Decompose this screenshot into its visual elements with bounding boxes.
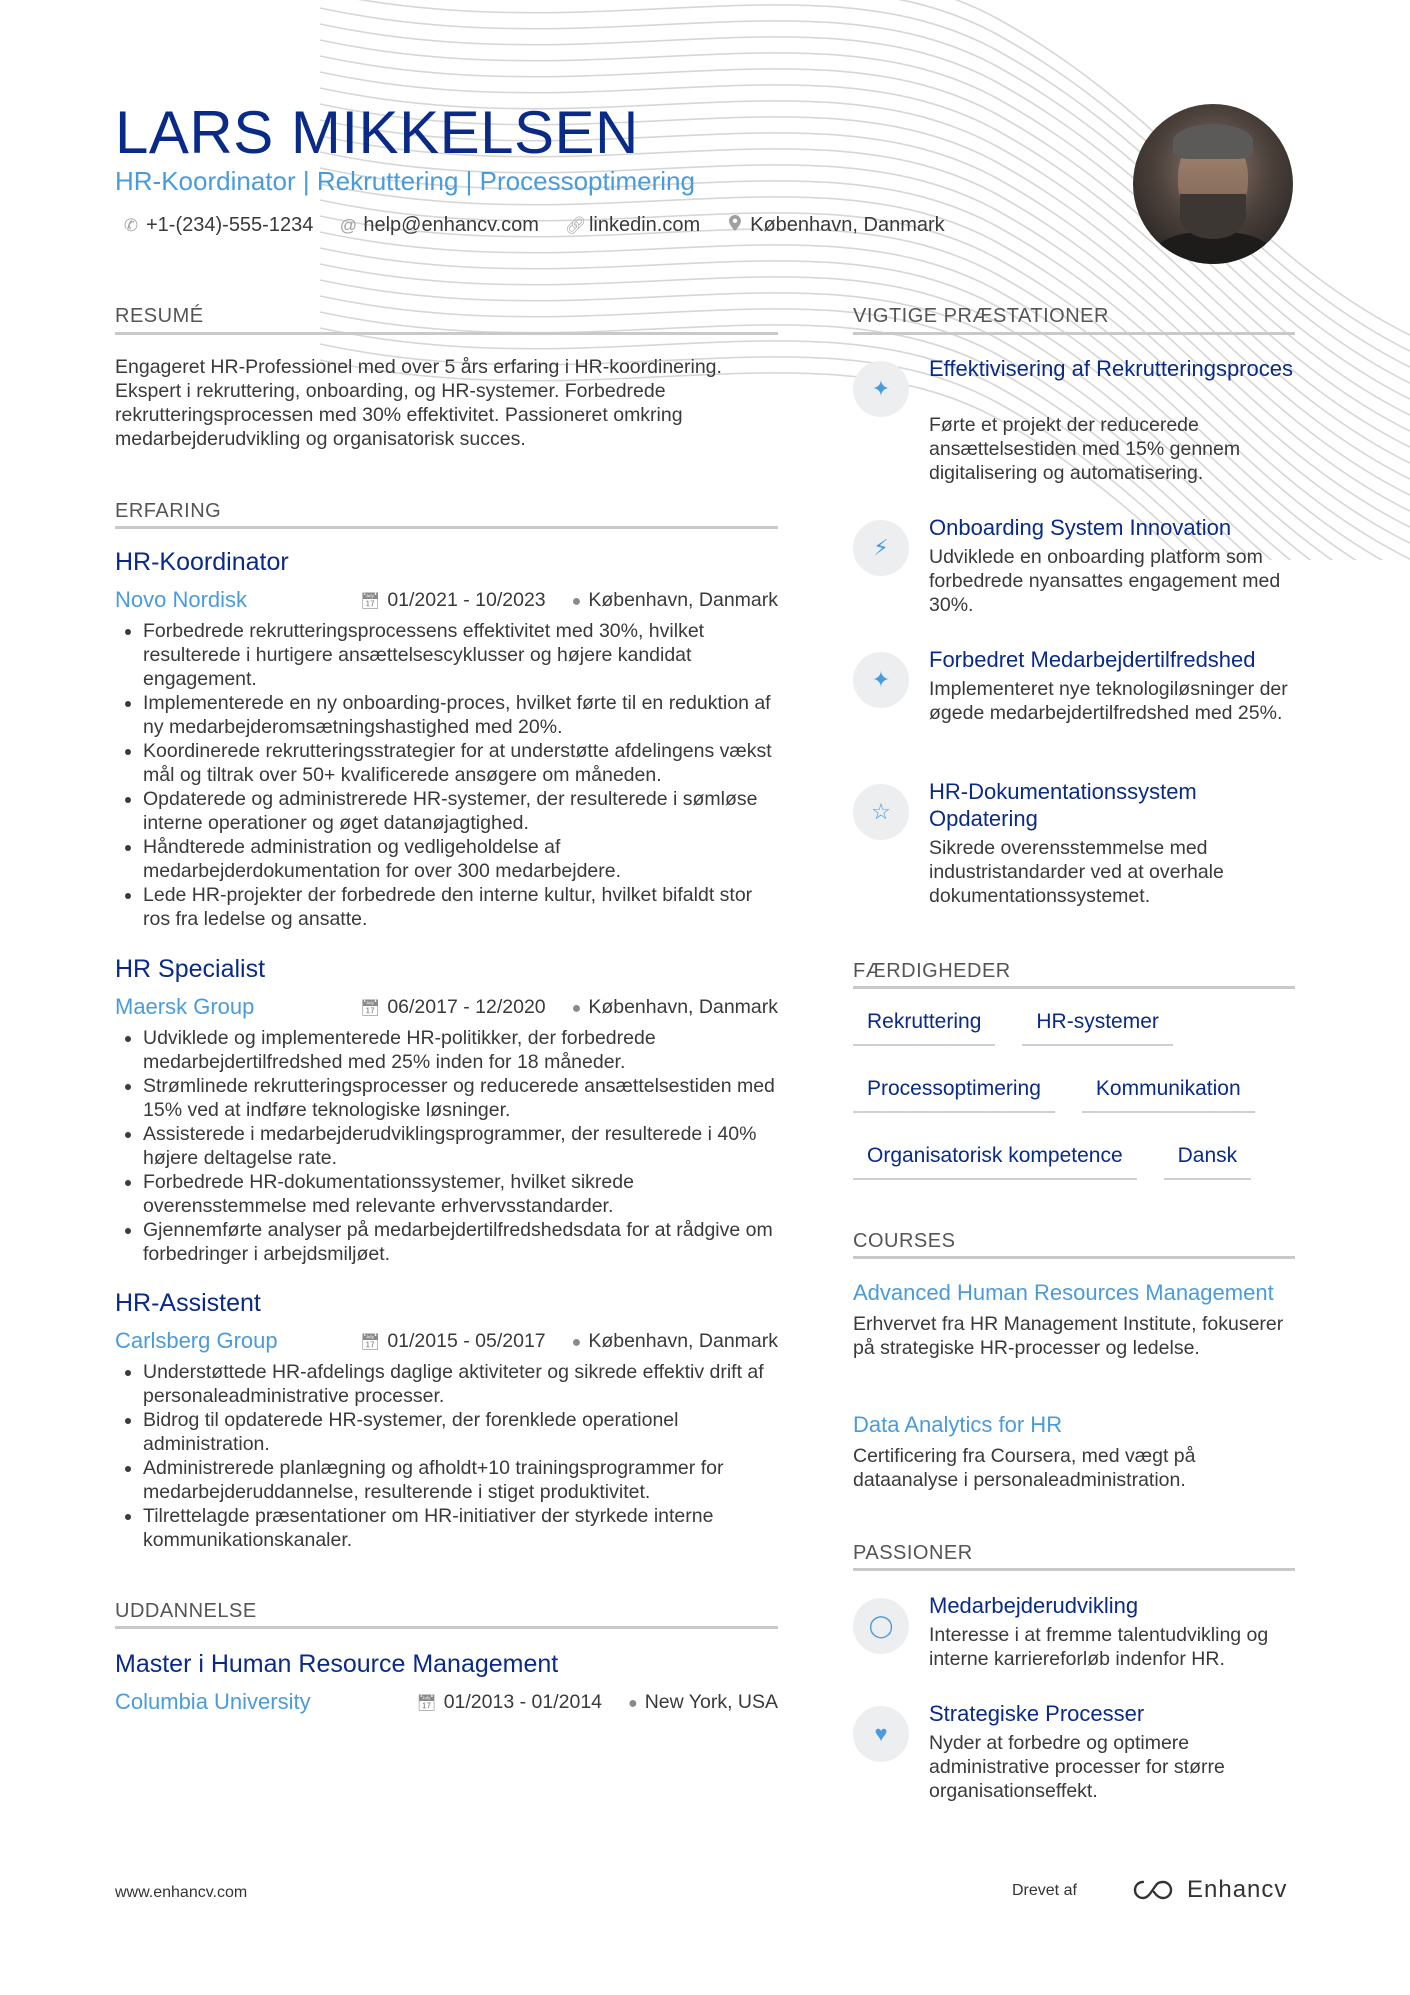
lightning-icon: ⚡︎	[853, 520, 909, 576]
job-title: HR-Assistent	[115, 1289, 261, 1317]
bullet: • Tilrettelagde præsentationer om HR-initiativer der styrkede interne kommunikationskanaler.	[143, 1504, 778, 1552]
bullet: • Implementerede en ny onboarding-proces, hvilket førte til en reduktion af ny medarbejderomsætningshastighed med 20%.	[143, 691, 778, 739]
location-text: København, Danmark	[750, 214, 945, 236]
bullet: • Opdaterede og administrerede HR-systemer, der resulterede i sømløse interne operationer og øget datanøjagtighed.	[143, 787, 778, 835]
footer-powered-by: Drevet af	[1012, 1882, 1077, 1899]
skill-tag: Organisatorisk kompetence	[853, 1140, 1137, 1180]
job-entry	[115, 955, 778, 1266]
degree-title: Master i Human Resource Management	[115, 1650, 559, 1678]
course-title[interactable]: Advanced Human Resources Management	[853, 1280, 1274, 1305]
linkedin-text: linkedin.com	[588, 214, 701, 236]
bullet: • Håndterede administration og vedligeholdelse af medarbejderdokumentation for over 300 medarbejdere.	[143, 835, 778, 883]
phone-text: +1-(234)-555-1234	[146, 214, 314, 236]
skill-tag: Kommunikation	[1082, 1073, 1255, 1113]
achievement-title: Effektivisering af Rekrutteringsproces	[929, 356, 1293, 381]
location-pin-icon	[726, 215, 744, 236]
bullet: • Assisterede i medarbejderudviklingsprogrammer, der resulterede i 40% højere deltagelse rate.	[143, 1122, 778, 1170]
contact-email[interactable]	[339, 214, 539, 237]
job-title: HR Specialist	[115, 955, 266, 983]
bullet: • Administrerede planlægning og afholdt+10 trainingsprogrammer for medarbejderuddannelse, resulterende i stiget produktivitet.	[143, 1456, 778, 1504]
magic-wand-icon: ✦	[853, 652, 909, 708]
job-dates: 01/2015 - 05/2017	[387, 1329, 546, 1352]
calendar-icon: 📅︎	[416, 1694, 437, 1712]
contact-linkedin[interactable]	[565, 214, 700, 237]
calendar-icon: 📅︎	[360, 592, 381, 610]
job-bullets	[115, 619, 778, 931]
location-pin-icon: ●	[571, 999, 582, 1017]
job-dates: 06/2017 - 12/2020	[387, 995, 546, 1018]
brand-name: Enhancv	[1187, 1876, 1288, 1903]
divider	[115, 526, 778, 529]
heart-icon: ♥	[853, 1706, 909, 1762]
bullet: • Understøttede HR-afdelings daglige aktiviteter og sikrede effektiv drift af personaleadministrative processer.	[143, 1360, 778, 1408]
company-name: Maersk Group	[115, 994, 255, 1019]
link-icon: 🔗︎	[564, 215, 587, 235]
skills-section-title: FÆRDIGHEDER	[853, 960, 1011, 982]
job-dates: 01/2021 - 10/2023	[387, 588, 546, 611]
location-pin-icon: ●	[628, 1694, 638, 1712]
star-icon: ☆	[853, 784, 909, 840]
skill-tag: Dansk	[1164, 1140, 1252, 1180]
achievement-desc: Sikrede overensstemmelse med industristandarder ved at overhale dokumentationssystemet.	[929, 837, 1224, 907]
divider	[853, 332, 1295, 335]
bullet: • Forbedrede rekrutteringsprocessens effektivitet med 30%, hvilket resulterede i hurtigere ansættelsescyklusser og højere kandidat engagement.	[143, 619, 778, 691]
divider	[115, 1626, 778, 1629]
summary-section-title: RESUMÉ	[115, 305, 204, 327]
job-location: København, Danmark	[588, 1329, 778, 1352]
contact-location	[726, 214, 945, 237]
footer-website[interactable]: www.enhancv.com	[115, 1884, 248, 1901]
school-name: Columbia University	[115, 1689, 311, 1714]
passions-section-title: PASSIONER	[853, 1542, 973, 1564]
bullet: • Gjennemførte analyser på medarbejdertilfredshedsdata for at rådgive om forbedringer i arbejdsmiljøet.	[143, 1218, 778, 1266]
achievement-desc: Implementeret nye teknologiløsninger der øgede medarbejdertilfredshed med 25%.	[929, 678, 1288, 724]
course-desc: Certificering fra Coursera, med vægt på dataanalyse i personaleadministration.	[853, 1445, 1196, 1491]
education-dates: 01/2013 - 01/2014	[443, 1690, 603, 1713]
achievement-title: HR-Dokumentationssystem Opdatering	[929, 779, 1197, 831]
achievement-desc: Udviklede en onboarding platform som forbedrede nyansattes engagement med 30%.	[929, 546, 1281, 616]
job-location: København, Danmark	[588, 588, 778, 611]
experience-section-title: ERFARING	[115, 500, 222, 522]
bullet: • Lede HR-projekter der forbedrede den interne kultur, hvilket bifaldt stor ros fra ledelse og ansatte.	[143, 883, 778, 931]
passion-title: Medarbejderudvikling	[929, 1593, 1139, 1618]
profile-photo	[1133, 104, 1293, 264]
infinity-icon	[1131, 1878, 1177, 1902]
contact-bar	[122, 214, 945, 237]
company-name: Carlsberg Group	[115, 1328, 278, 1353]
email-text: help@enhancv.com	[363, 214, 539, 236]
magic-wand-icon: ✦	[853, 361, 909, 417]
courses-section-title: COURSES	[853, 1230, 956, 1252]
achievement-desc: Førte et projekt der reducerede ansættelsestiden med 15% gennem digitalisering og automatisering.	[929, 414, 1241, 484]
divider	[853, 1568, 1295, 1571]
candidate-headline: HR-Koordinator | Rekruttering | Processoptimering	[115, 166, 695, 196]
passion-desc: Interesse i at fremme talentudvikling og interne karriereforløb indenfor HR.	[929, 1624, 1269, 1670]
passion-desc: Nyder at forbedre og optimere administrative processer for større organisationseffekt.	[929, 1732, 1225, 1802]
skill-tag: Processoptimering	[853, 1073, 1055, 1113]
achievement-title: Forbedret Medarbejdertilfredshed	[929, 647, 1256, 672]
course-title[interactable]: Data Analytics for HR	[853, 1412, 1063, 1437]
location-pin-icon: ●	[571, 592, 582, 610]
bullet: • Bidrog til opdaterede HR-systemer, der forenklede operationel administration.	[143, 1408, 778, 1456]
passion-title: Strategiske Processer	[929, 1701, 1145, 1726]
contact-phone[interactable]	[122, 214, 313, 237]
skills-list	[853, 1006, 1295, 1207]
divider	[115, 332, 778, 335]
job-location: København, Danmark	[588, 995, 778, 1018]
bullet: • Koordinerede rekrutteringsstrategier for at understøtte afdelingens vækst mål og tiltrak over 50+ kvalificerede ansøgere om måneden.	[143, 739, 778, 787]
education-section-title: UDDANNELSE	[115, 1600, 257, 1622]
calendar-icon: 📅︎	[360, 1333, 381, 1351]
education-entry	[115, 1650, 778, 1715]
skill-tag: Rekruttering	[853, 1006, 995, 1046]
course-item	[853, 1412, 1295, 1492]
at-icon: @	[339, 215, 357, 235]
course-item	[853, 1280, 1295, 1360]
bullet: • Forbedrede HR-dokumentationssystemer, hvilket sikrede overensstemmelse med relevante erhvervsstandarder.	[143, 1170, 778, 1218]
calendar-icon: 📅︎	[360, 999, 381, 1017]
enhancv-logo[interactable]	[1131, 1876, 1287, 1904]
achievement-title: Onboarding System Innovation	[929, 515, 1232, 540]
achievements-section-title: VIGTIGE PRÆSTATIONER	[853, 305, 1109, 327]
company-name: Novo Nordisk	[115, 587, 248, 612]
bullet: • Udviklede og implementerede HR-politikker, der forbedrede medarbejdertilfredshed med 25% inden for 18 måneder.	[143, 1026, 778, 1074]
divider	[853, 1256, 1295, 1259]
job-title: HR-Koordinator	[115, 548, 289, 576]
education-location: New York, USA	[644, 1690, 778, 1713]
job-entry	[115, 1289, 778, 1552]
divider	[853, 986, 1295, 989]
location-pin-icon: ●	[571, 1333, 582, 1351]
course-desc: Erhvervet fra HR Management Institute, fokuserer på strategiske HR-processer og ledelse.	[853, 1313, 1284, 1359]
job-bullets	[115, 1360, 778, 1552]
job-bullets	[115, 1026, 778, 1266]
lightbulb-icon: ◯	[853, 1598, 909, 1654]
phone-icon: ✆	[123, 215, 139, 235]
summary-text: Engageret HR-Professionel med over 5 års erfaring i HR-koordinering. Ekspert i rekruttering, onboarding, og HR-systemer. Forbedrede rekrutteringsprocessen med 30% effektivitet. Passioneret omkring medarbejderudvikling og organisatorisk succes.	[115, 356, 722, 450]
bullet: • Strømlinede rekrutteringsprocesser og reducerede ansættelsestiden med 15% ved at indføre teknologiske løsninger.	[143, 1074, 778, 1122]
job-entry	[115, 548, 778, 931]
candidate-name: LARS MIKKELSEN	[115, 99, 639, 166]
skill-tag: HR-systemer	[1022, 1006, 1173, 1046]
